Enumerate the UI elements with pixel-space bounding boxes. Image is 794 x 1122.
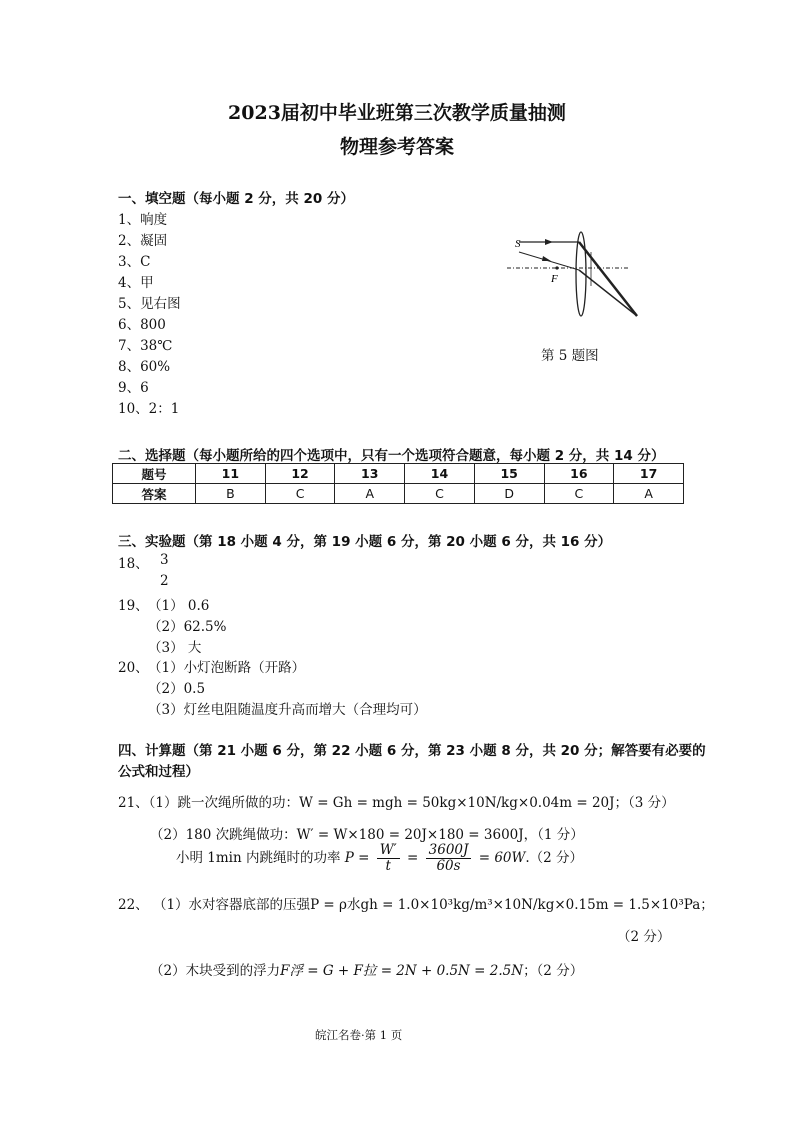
label-s: S: [515, 238, 521, 250]
label-f: F: [551, 273, 558, 285]
q18-answer-2: 2: [160, 573, 169, 589]
q18-number: 18、: [118, 556, 149, 572]
list-item: 9、6: [118, 380, 149, 396]
q21-formula: W′ = W×180 = 20J×180 = 3600J: [296, 827, 524, 843]
q22-line2: [150, 959, 583, 979]
q21-line3: [176, 843, 583, 874]
table-cell: A: [335, 484, 405, 504]
table-cell: A: [614, 484, 684, 504]
q21-line1: [118, 791, 675, 811]
equals-sign: =: [407, 850, 419, 866]
answer-table: [112, 463, 684, 504]
fraction-denominator: 60s: [436, 858, 461, 874]
q20-number: 20、: [118, 660, 149, 676]
figure-caption: 第 5 题图: [541, 348, 599, 364]
list-item: 1、响度: [118, 212, 168, 228]
q21-score: ，（1 分）: [523, 827, 584, 843]
page-subtitle: 物理参考答案: [339, 136, 454, 158]
table-cell: C: [405, 484, 475, 504]
q19-answer: （2）62.5%: [148, 619, 227, 635]
q19-number: 19、: [118, 598, 149, 614]
list-item: 4、甲: [118, 275, 154, 291]
fraction-denominator: t: [385, 858, 391, 874]
power-result: = 60W: [478, 850, 526, 866]
q21-label: （2）180 次跳绳做功：: [150, 827, 297, 843]
q20-answer: （1）小灯泡断路（开路）: [148, 660, 306, 676]
q22-score: （2 分）: [617, 929, 671, 945]
table-cell: 12: [265, 464, 335, 484]
q20-answer: （2）0.5: [148, 681, 206, 697]
power-symbol: P =: [344, 850, 370, 866]
table-cell: 13: [335, 464, 405, 484]
focus-ray-out: [579, 270, 637, 316]
fraction: [426, 843, 472, 874]
q18-answer-1: 3: [160, 552, 169, 568]
table-cell: B: [196, 484, 266, 504]
list-item: 7、38℃: [118, 338, 173, 354]
section1-heading: 一、填空题（每小题 2 分，共 20 分）: [118, 191, 354, 207]
table-row: [113, 464, 684, 484]
arrow-icon: [545, 239, 553, 245]
fraction: [377, 843, 400, 874]
q21-score: ；（3 分）: [614, 795, 675, 811]
section4-heading-cont: 公式和过程）: [118, 764, 199, 780]
table-row: [113, 484, 684, 504]
table-cell: 17: [614, 464, 684, 484]
table-cell: 14: [405, 464, 475, 484]
q21-label: 小明 1min 内跳绳时的功率: [176, 850, 341, 866]
table-cell: D: [474, 484, 544, 504]
page-footer: 皖江名卷·第 1 页: [315, 1028, 403, 1042]
q22-label: （2）木块受到的浮力: [150, 963, 281, 979]
list-item: 8、60%: [118, 359, 171, 375]
table-cell: C: [544, 484, 614, 504]
q22-end: ；: [700, 897, 714, 913]
q22-score: ；（2 分）: [523, 963, 584, 979]
table-cell: 11: [196, 464, 266, 484]
q22-label: 22、 （1）水对容器底部的压强: [118, 897, 311, 913]
table-header-cell: 题号: [113, 464, 196, 484]
q19-answer: （1） 0.6: [148, 598, 210, 614]
q19-answer: （3） 大: [148, 640, 202, 656]
list-item: 10、2：1: [118, 401, 180, 417]
focus-point: [555, 266, 558, 269]
refracted-ray: [579, 242, 637, 316]
q21-label: 21、（1）跳一次绳所做的功：: [118, 795, 300, 811]
lens-diagram: [505, 226, 650, 326]
section2-heading: 二、选择题（每小题所给的四个选项中，只有一个选项符合题意，每小题 2 分，共 14 分）: [118, 448, 665, 464]
fraction-numerator: W′: [377, 843, 400, 859]
list-item: 2、凝固: [118, 233, 168, 249]
page-title: 2023届初中毕业班第三次教学质量抽测: [228, 102, 566, 124]
table-header-cell: 答案: [113, 484, 196, 504]
table-cell: 16: [544, 464, 614, 484]
list-item: 3、C: [118, 254, 151, 270]
q22-line1: [118, 893, 714, 913]
fraction-numerator: 3600J: [426, 843, 472, 859]
table-cell: C: [265, 484, 335, 504]
section4-heading: 四、计算题（第 21 小题 6 分，第 22 小题 6 分，第 23 小题 8 分，共 20 分；解答要有必要的: [118, 743, 706, 759]
list-item: 5、见右图: [118, 296, 181, 312]
q21-formula: W = Gh = mgh = 50kg×10N/kg×0.04m = 20J: [299, 795, 615, 811]
q21-score: .（2 分）: [525, 850, 584, 866]
q22-formula: P = ρ水gh = 1.0×10³kg/m³×10N/kg×0.15m = 1.5×10³Pa: [310, 897, 701, 913]
table-cell: 15: [474, 464, 544, 484]
q22-formula: F浮 = G + F拉 = 2N + 0.5N = 2.5N: [280, 963, 524, 979]
arrow-icon: [542, 256, 551, 261]
list-item: 6、800: [118, 317, 166, 333]
section3-heading: 三、实验题（第 18 小题 4 分，第 19 小题 6 分，第 20 小题 6 分，共 16 分）: [118, 534, 612, 550]
q21-line2: [150, 823, 584, 843]
q20-answer: （3）灯丝电阻随温度升高而增大（合理均可）: [148, 702, 427, 718]
